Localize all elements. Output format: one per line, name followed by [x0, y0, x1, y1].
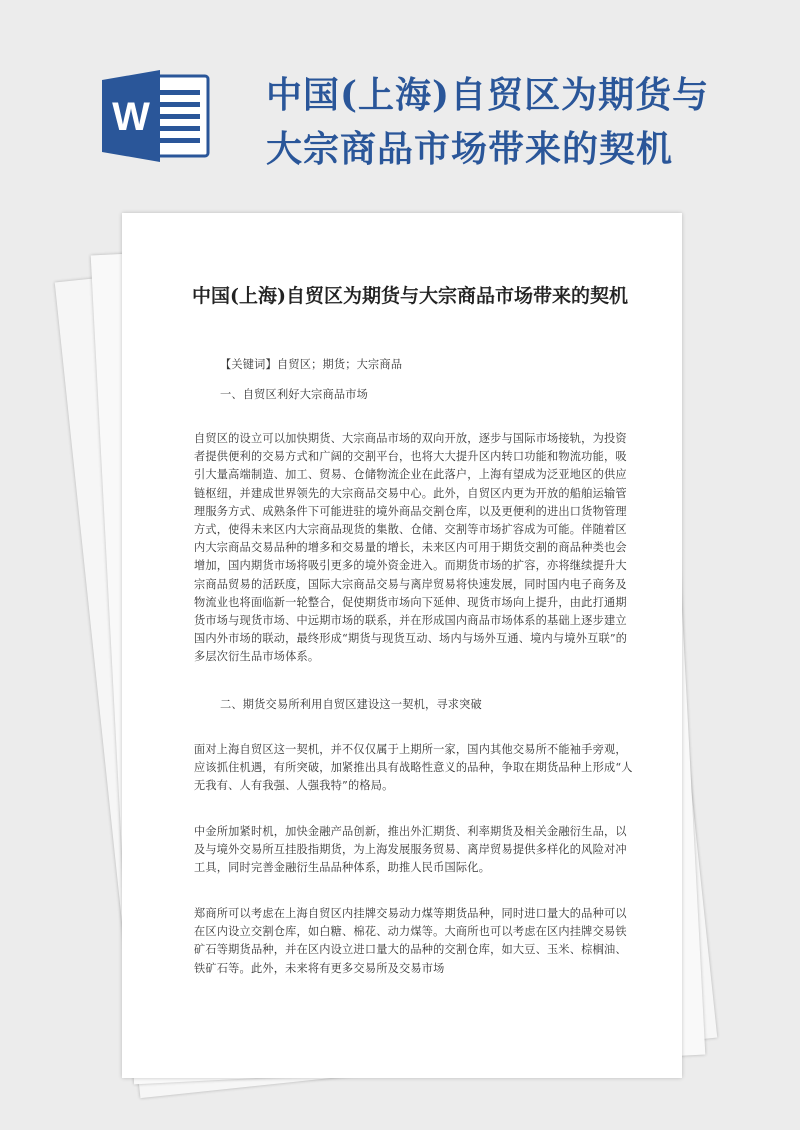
header-title-line2: 大宗商品市场带来的契机 [266, 128, 674, 170]
word-icon-letter: W [112, 95, 150, 139]
paragraph-1: 自贸区的设立可以加快期货、大宗商品市场的双向开放，逐步与国际市场接轨，为投资者提供便利的交易方式和广阔的交割平台，也将大大提升区内转口功能和物流功能，吸引大量高端制造、加工、贸易、仓储物流企业在此落户，上海有望成为泛亚地区的供应链枢纽，并建成世界领先的大宗商品交易中心。此外，自贸区内更为开放的船舶运输管理服务方式、成熟条件下可能进驻的境外商品交割仓库，以及更便利的进出口货物管理方式，使得未来区内大宗商品现货的集散、仓储、交割等市场扩容成为可能。伴随着区内大宗商品交易品种的增多和交易量的增长，未来区内可用于期货交割的商品种类也会增加，国内期货市场将吸引更多的境外资金进入。而期货市场的扩容，亦将继续提升大宗商品贸易的活跃度，国际大宗商品交易与离岸贸易将快速发展，同时国内电子商务及物流业也将面临新一轮整合，促使期货市场向下延伸、现货市场向上提升，由此打通期货市场与现货市场、中远期市场的联系，并在形成国内商品市场体系的基础上逐步建立国内外市场的联动，最终形成“期货与现货互动、场内与场外互通、境内与境外互联”的多层次衍生品市场体系。 [194, 432, 628, 664]
word-icon [100, 68, 212, 164]
header-title-line1: 中国(上海)自贸区为期货与 [266, 74, 710, 116]
keywords-line: 【关键词】自贸区；期货；大宗商品 [220, 358, 403, 371]
section-heading-1: 一、自贸区利好大宗商品市场 [220, 388, 369, 401]
paragraph-3: 中金所加紧时机，加快金融产品创新，推出外汇期货、利率期货及相关金融衍生品，以及与境外交易所互挂股指期货，为上海发展服务贸易、离岸贸易提供多样化的风险对冲工具，同时完善金融衍生品品种体系，助推人民币国际化。 [194, 825, 627, 875]
document-page[interactable] [122, 213, 682, 1078]
paragraph-2: 面对上海自贸区这一契机，并不仅仅属于上期所一家，国内其他交易所不能袖手旁观，应该抓住机遇，有所突破，加紧推出具有战略性意义的品种，争取在期货品种上形成“人无我有、人有我强、人强我特”的格局。 [194, 743, 633, 793]
preview-header [0, 0, 800, 210]
document-title: 中国(上海)自贸区为期货与大宗商品市场带来的契机 [192, 285, 628, 307]
header-title [266, 68, 786, 176]
paragraph-4: 郑商所可以考虑在上海自贸区内挂牌交易动力煤等期货品种，同时进口量大的品种可以在区内设立交割仓库，如白糖、棉花、动力煤等。大商所也可以考虑在区内挂牌交易铁矿石等期货品种，并在区内设立进口量大的品种的交割仓库，如大豆、玉米、棕榈油、铁矿石等。此外，未来将有更多交易所及交易市场 [194, 907, 627, 975]
section-heading-2: 二、期货交易所利用自贸区建设这一契机，寻求突破 [220, 698, 482, 711]
